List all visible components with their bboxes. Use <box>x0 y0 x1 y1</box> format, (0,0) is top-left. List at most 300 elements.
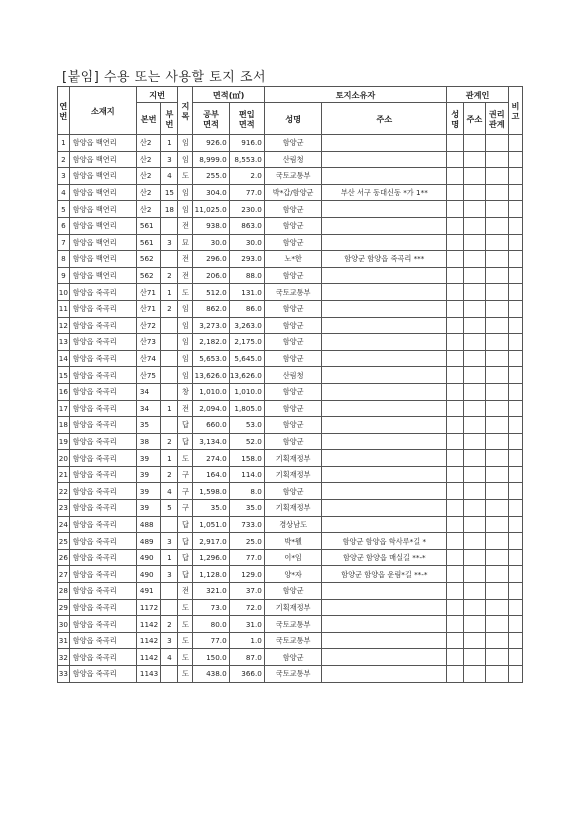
row-rel-addr <box>464 267 485 284</box>
row-jibun-sub <box>161 217 178 234</box>
row-location: 함양읍 죽곡리 <box>69 300 136 317</box>
row-location: 함양읍 죽곡리 <box>69 599 136 616</box>
row-rel-name <box>447 632 464 649</box>
row-area-incl: 77.0 <box>229 549 264 566</box>
row-location: 함양읍 죽곡리 <box>69 433 136 450</box>
row-area-incl: 35.0 <box>229 500 264 517</box>
row-jibun-main: 산2 <box>136 168 161 185</box>
row-owner-addr <box>322 500 447 517</box>
document-title: [붙임] 수용 또는 사용할 토지 조서 <box>62 70 267 85</box>
row-rel-addr <box>464 433 485 450</box>
row-jimok: 구 <box>178 466 193 483</box>
row-rel-name <box>447 533 464 550</box>
row-rel-addr <box>464 450 485 467</box>
row-jibun-main: 35 <box>136 417 161 434</box>
row-owner-name: 함양군 <box>264 234 322 251</box>
row-jibun-sub: 1 <box>161 135 178 152</box>
row-area-public: 304.0 <box>193 184 229 201</box>
row-area-public: 862.0 <box>193 300 229 317</box>
row-jibun-sub: 18 <box>161 201 178 218</box>
row-jibun-sub: 2 <box>161 466 178 483</box>
row-location: 함양읍 백연리 <box>69 184 136 201</box>
row-jibun-main: 산2 <box>136 151 161 168</box>
row-area-public: 1,128.0 <box>193 566 229 583</box>
row-rel-addr <box>464 533 485 550</box>
table-header <box>58 87 523 135</box>
row-area-public: 1,598.0 <box>193 483 229 500</box>
table-row <box>58 483 523 500</box>
row-jibun-sub: 5 <box>161 500 178 517</box>
row-owner-addr <box>322 217 447 234</box>
table-row <box>58 184 523 201</box>
row-jibun-main: 39 <box>136 466 161 483</box>
row-owner-addr: 함양군 함양읍 학사루*길 * <box>322 533 447 550</box>
row-owner-addr <box>322 168 447 185</box>
row-jibun-main: 1142 <box>136 632 161 649</box>
header-rel-name: 성명 <box>447 103 464 135</box>
row-no: 19 <box>58 433 70 450</box>
row-jibun-sub <box>161 251 178 268</box>
row-owner-name: 양*자 <box>264 566 322 583</box>
row-rel-name <box>447 284 464 301</box>
row-owner-name: 노*한 <box>264 251 322 268</box>
row-owner-name: 국토교통부 <box>264 168 322 185</box>
row-jibun-sub <box>161 383 178 400</box>
row-jibun-main: 488 <box>136 516 161 533</box>
row-note <box>509 417 523 434</box>
header-note: 비고 <box>509 87 523 135</box>
row-rel-name <box>447 217 464 234</box>
row-owner-addr <box>322 350 447 367</box>
row-owner-addr <box>322 317 447 334</box>
row-owner-addr <box>322 649 447 666</box>
row-area-public: 5,653.0 <box>193 350 229 367</box>
row-location: 함양읍 죽곡리 <box>69 632 136 649</box>
row-note <box>509 267 523 284</box>
row-no: 31 <box>58 632 70 649</box>
row-jibun-main: 산71 <box>136 300 161 317</box>
row-rel-addr <box>464 666 485 683</box>
row-jimok: 임 <box>178 135 193 152</box>
row-jimok: 답 <box>178 566 193 583</box>
row-owner-name: 함양군 <box>264 400 322 417</box>
row-rel-name <box>447 184 464 201</box>
row-area-incl: 37.0 <box>229 583 264 600</box>
row-location: 함양읍 죽곡리 <box>69 533 136 550</box>
row-no: 12 <box>58 317 70 334</box>
row-area-public: 2,917.0 <box>193 533 229 550</box>
row-rel-right <box>485 533 508 550</box>
row-rel-addr <box>464 334 485 351</box>
row-area-incl: 863.0 <box>229 217 264 234</box>
row-jimok: 임 <box>178 151 193 168</box>
row-note <box>509 466 523 483</box>
row-rel-addr <box>464 151 485 168</box>
row-no: 18 <box>58 417 70 434</box>
row-no: 24 <box>58 516 70 533</box>
row-rel-name <box>447 433 464 450</box>
row-rel-name <box>447 201 464 218</box>
row-area-public: 255.0 <box>193 168 229 185</box>
row-rel-right <box>485 583 508 600</box>
row-area-public: 1,051.0 <box>193 516 229 533</box>
row-owner-name: 함양군 <box>264 350 322 367</box>
row-location: 함양읍 죽곡리 <box>69 666 136 683</box>
row-jibun-main: 산71 <box>136 284 161 301</box>
row-rel-right <box>485 649 508 666</box>
row-note <box>509 334 523 351</box>
row-jibun-sub: 4 <box>161 168 178 185</box>
row-area-incl: 114.0 <box>229 466 264 483</box>
header-related: 관계인 <box>447 87 509 103</box>
row-jimok: 도 <box>178 168 193 185</box>
row-location: 함양읍 백연리 <box>69 251 136 268</box>
table-row <box>58 367 523 384</box>
row-note <box>509 500 523 517</box>
row-no: 14 <box>58 350 70 367</box>
table-row <box>58 632 523 649</box>
header-owner-addr: 주소 <box>322 103 447 135</box>
row-jibun-main: 1143 <box>136 666 161 683</box>
row-jibun-sub <box>161 350 178 367</box>
row-jibun-sub: 3 <box>161 566 178 583</box>
row-area-public: 274.0 <box>193 450 229 467</box>
row-owner-name: 산림청 <box>264 367 322 384</box>
row-rel-addr <box>464 616 485 633</box>
table-row <box>58 649 523 666</box>
table-row <box>58 267 523 284</box>
table-row <box>58 151 523 168</box>
row-no: 26 <box>58 549 70 566</box>
table-row <box>58 583 523 600</box>
row-area-public: 296.0 <box>193 251 229 268</box>
table-row <box>58 317 523 334</box>
row-no: 17 <box>58 400 70 417</box>
row-jimok: 답 <box>178 549 193 566</box>
row-owner-addr: 함양군 함양읍 운림*길 **-* <box>322 566 447 583</box>
row-jimok: 임 <box>178 350 193 367</box>
row-no: 30 <box>58 616 70 633</box>
row-location: 함양읍 백연리 <box>69 168 136 185</box>
row-no: 8 <box>58 251 70 268</box>
row-jibun-main: 561 <box>136 217 161 234</box>
row-no: 16 <box>58 383 70 400</box>
row-rel-name <box>447 483 464 500</box>
row-area-public: 150.0 <box>193 649 229 666</box>
row-area-public: 164.0 <box>193 466 229 483</box>
row-area-public: 926.0 <box>193 135 229 152</box>
row-location: 함양읍 죽곡리 <box>69 317 136 334</box>
row-jibun-sub: 4 <box>161 483 178 500</box>
table-row <box>58 217 523 234</box>
row-rel-right <box>485 666 508 683</box>
row-area-public: 73.0 <box>193 599 229 616</box>
row-owner-name: 함양군 <box>264 201 322 218</box>
row-owner-addr: 함양군 함양읍 죽곡리 *** <box>322 251 447 268</box>
row-owner-addr <box>322 234 447 251</box>
row-owner-addr <box>322 334 447 351</box>
row-jibun-sub: 2 <box>161 267 178 284</box>
row-owner-name: 기획재정부 <box>264 466 322 483</box>
row-area-public: 3,273.0 <box>193 317 229 334</box>
row-area-public: 512.0 <box>193 284 229 301</box>
row-owner-name: 함양군 <box>264 649 322 666</box>
table-row <box>58 251 523 268</box>
row-note <box>509 632 523 649</box>
row-rel-right <box>485 300 508 317</box>
row-rel-addr <box>464 549 485 566</box>
row-no: 20 <box>58 450 70 467</box>
row-jibun-main: 산73 <box>136 334 161 351</box>
row-note <box>509 251 523 268</box>
row-owner-name: 국토교통부 <box>264 632 322 649</box>
row-location: 함양읍 백연리 <box>69 217 136 234</box>
row-location: 함양읍 죽곡리 <box>69 334 136 351</box>
header-rel-addr: 주소 <box>464 103 485 135</box>
row-note <box>509 300 523 317</box>
row-no: 4 <box>58 184 70 201</box>
row-no: 3 <box>58 168 70 185</box>
row-rel-addr <box>464 168 485 185</box>
row-area-incl: 25.0 <box>229 533 264 550</box>
row-note <box>509 533 523 550</box>
row-owner-addr <box>322 400 447 417</box>
table-row <box>58 334 523 351</box>
row-area-incl: 2.0 <box>229 168 264 185</box>
row-area-incl: 8,553.0 <box>229 151 264 168</box>
row-owner-addr <box>322 135 447 152</box>
row-rel-right <box>485 417 508 434</box>
row-owner-name: 박*웰 <box>264 533 322 550</box>
row-rel-addr <box>464 383 485 400</box>
header-jimok: 지목 <box>178 87 193 135</box>
row-jibun-sub: 1 <box>161 549 178 566</box>
row-jibun-sub: 4 <box>161 649 178 666</box>
row-jibun-main: 39 <box>136 483 161 500</box>
row-jibun-sub: 2 <box>161 433 178 450</box>
row-area-incl: 2,175.0 <box>229 334 264 351</box>
row-rel-addr <box>464 284 485 301</box>
row-area-public: 30.0 <box>193 234 229 251</box>
row-owner-addr <box>322 201 447 218</box>
row-rel-right <box>485 632 508 649</box>
row-rel-name <box>447 616 464 633</box>
row-location: 함양읍 죽곡리 <box>69 483 136 500</box>
row-owner-name: 박*갑/함양군 <box>264 184 322 201</box>
row-location: 함양읍 죽곡리 <box>69 566 136 583</box>
header-no: 연번 <box>58 87 70 135</box>
row-jibun-main: 489 <box>136 533 161 550</box>
row-location: 함양읍 백연리 <box>69 151 136 168</box>
row-rel-addr <box>464 350 485 367</box>
row-jimok: 전 <box>178 583 193 600</box>
row-no: 11 <box>58 300 70 317</box>
row-rel-name <box>447 383 464 400</box>
row-location: 함양읍 죽곡리 <box>69 450 136 467</box>
row-rel-addr <box>464 599 485 616</box>
row-owner-addr <box>322 666 447 683</box>
row-rel-addr <box>464 500 485 517</box>
row-location: 함양읍 죽곡리 <box>69 367 136 384</box>
row-area-incl: 5,645.0 <box>229 350 264 367</box>
row-location: 함양읍 죽곡리 <box>69 549 136 566</box>
row-note <box>509 649 523 666</box>
table-row <box>58 533 523 550</box>
row-jimok: 임 <box>178 201 193 218</box>
row-location: 함양읍 죽곡리 <box>69 500 136 517</box>
row-jibun-main: 산2 <box>136 135 161 152</box>
table-row <box>58 234 523 251</box>
row-rel-name <box>447 549 464 566</box>
row-owner-name: 함양군 <box>264 217 322 234</box>
row-note <box>509 317 523 334</box>
row-rel-addr <box>464 516 485 533</box>
row-jibun-main: 491 <box>136 583 161 600</box>
row-rel-name <box>447 367 464 384</box>
row-rel-name <box>447 168 464 185</box>
row-note <box>509 433 523 450</box>
row-jibun-main: 562 <box>136 267 161 284</box>
row-jibun-sub: 1 <box>161 400 178 417</box>
row-note <box>509 217 523 234</box>
row-jibun-sub <box>161 367 178 384</box>
row-area-public: 438.0 <box>193 666 229 683</box>
row-rel-right <box>485 616 508 633</box>
table-row <box>58 168 523 185</box>
row-no: 6 <box>58 217 70 234</box>
row-note <box>509 483 523 500</box>
row-area-public: 660.0 <box>193 417 229 434</box>
row-rel-right <box>485 284 508 301</box>
row-rel-name <box>447 400 464 417</box>
row-jimok: 임 <box>178 367 193 384</box>
row-no: 22 <box>58 483 70 500</box>
row-rel-name <box>447 500 464 517</box>
row-rel-name <box>447 417 464 434</box>
row-rel-right <box>485 267 508 284</box>
header-area-incl: 편입면적 <box>229 103 264 135</box>
row-jibun-main: 34 <box>136 383 161 400</box>
row-location: 함양읍 죽곡리 <box>69 417 136 434</box>
row-owner-addr: 함양군 함양읍 매실길 **-* <box>322 549 447 566</box>
row-rel-name <box>447 566 464 583</box>
row-area-public: 938.0 <box>193 217 229 234</box>
row-area-incl: 129.0 <box>229 566 264 583</box>
table-row <box>58 599 523 616</box>
row-owner-name: 기획재정부 <box>264 500 322 517</box>
row-area-public: 35.0 <box>193 500 229 517</box>
row-owner-addr <box>322 632 447 649</box>
row-rel-right <box>485 135 508 152</box>
row-jibun-sub <box>161 599 178 616</box>
row-jibun-sub: 15 <box>161 184 178 201</box>
table-row <box>58 549 523 566</box>
row-no: 27 <box>58 566 70 583</box>
row-rel-name <box>447 300 464 317</box>
row-area-incl: 52.0 <box>229 433 264 450</box>
row-jimok: 전 <box>178 217 193 234</box>
header-jibun-main: 본번 <box>136 103 161 135</box>
row-rel-name <box>447 583 464 600</box>
row-rel-right <box>485 334 508 351</box>
row-note <box>509 367 523 384</box>
row-rel-addr <box>464 300 485 317</box>
row-note <box>509 666 523 683</box>
row-no: 32 <box>58 649 70 666</box>
row-location: 함양읍 죽곡리 <box>69 649 136 666</box>
header-area-public: 공부면적 <box>193 103 229 135</box>
row-area-incl: 31.0 <box>229 616 264 633</box>
header-rel-right: 권리관계 <box>485 103 508 135</box>
table-row <box>58 417 523 434</box>
row-jibun-sub: 3 <box>161 533 178 550</box>
table-body <box>58 135 523 683</box>
row-owner-addr <box>322 466 447 483</box>
row-area-incl: 366.0 <box>229 666 264 683</box>
row-rel-name <box>447 466 464 483</box>
row-area-public: 13,626.0 <box>193 367 229 384</box>
row-jibun-sub: 2 <box>161 616 178 633</box>
row-rel-addr <box>464 632 485 649</box>
row-rel-right <box>485 367 508 384</box>
row-area-public: 206.0 <box>193 267 229 284</box>
row-no: 29 <box>58 599 70 616</box>
row-rel-right <box>485 234 508 251</box>
header-location: 소재지 <box>69 87 136 135</box>
row-owner-addr <box>322 483 447 500</box>
row-jimok: 도 <box>178 632 193 649</box>
row-location: 함양읍 죽곡리 <box>69 516 136 533</box>
row-owner-addr <box>322 151 447 168</box>
row-owner-addr <box>322 516 447 533</box>
row-jimok: 답 <box>178 417 193 434</box>
row-jibun-sub <box>161 516 178 533</box>
row-area-incl: 13,626.0 <box>229 367 264 384</box>
row-area-public: 3,134.0 <box>193 433 229 450</box>
row-no: 25 <box>58 533 70 550</box>
row-jimok: 답 <box>178 533 193 550</box>
row-area-incl: 158.0 <box>229 450 264 467</box>
row-rel-name <box>447 151 464 168</box>
row-rel-right <box>485 184 508 201</box>
row-rel-name <box>447 334 464 351</box>
row-owner-name: 산림청 <box>264 151 322 168</box>
row-area-public: 321.0 <box>193 583 229 600</box>
row-note <box>509 400 523 417</box>
table-row <box>58 566 523 583</box>
row-location: 함양읍 죽곡리 <box>69 583 136 600</box>
row-location: 함양읍 죽곡리 <box>69 616 136 633</box>
row-rel-addr <box>464 135 485 152</box>
row-rel-name <box>447 135 464 152</box>
row-owner-name: 함양군 <box>264 483 322 500</box>
row-note <box>509 184 523 201</box>
row-owner-addr <box>322 267 447 284</box>
row-jibun-main: 562 <box>136 251 161 268</box>
row-jibun-sub: 3 <box>161 632 178 649</box>
row-rel-right <box>485 383 508 400</box>
row-rel-right <box>485 151 508 168</box>
row-no: 28 <box>58 583 70 600</box>
row-rel-right <box>485 566 508 583</box>
row-owner-name: 국토교통부 <box>264 616 322 633</box>
row-rel-addr <box>464 466 485 483</box>
table-row <box>58 500 523 517</box>
row-area-public: 2,182.0 <box>193 334 229 351</box>
row-jibun-sub: 3 <box>161 151 178 168</box>
row-area-incl: 1,010.0 <box>229 383 264 400</box>
row-no: 10 <box>58 284 70 301</box>
